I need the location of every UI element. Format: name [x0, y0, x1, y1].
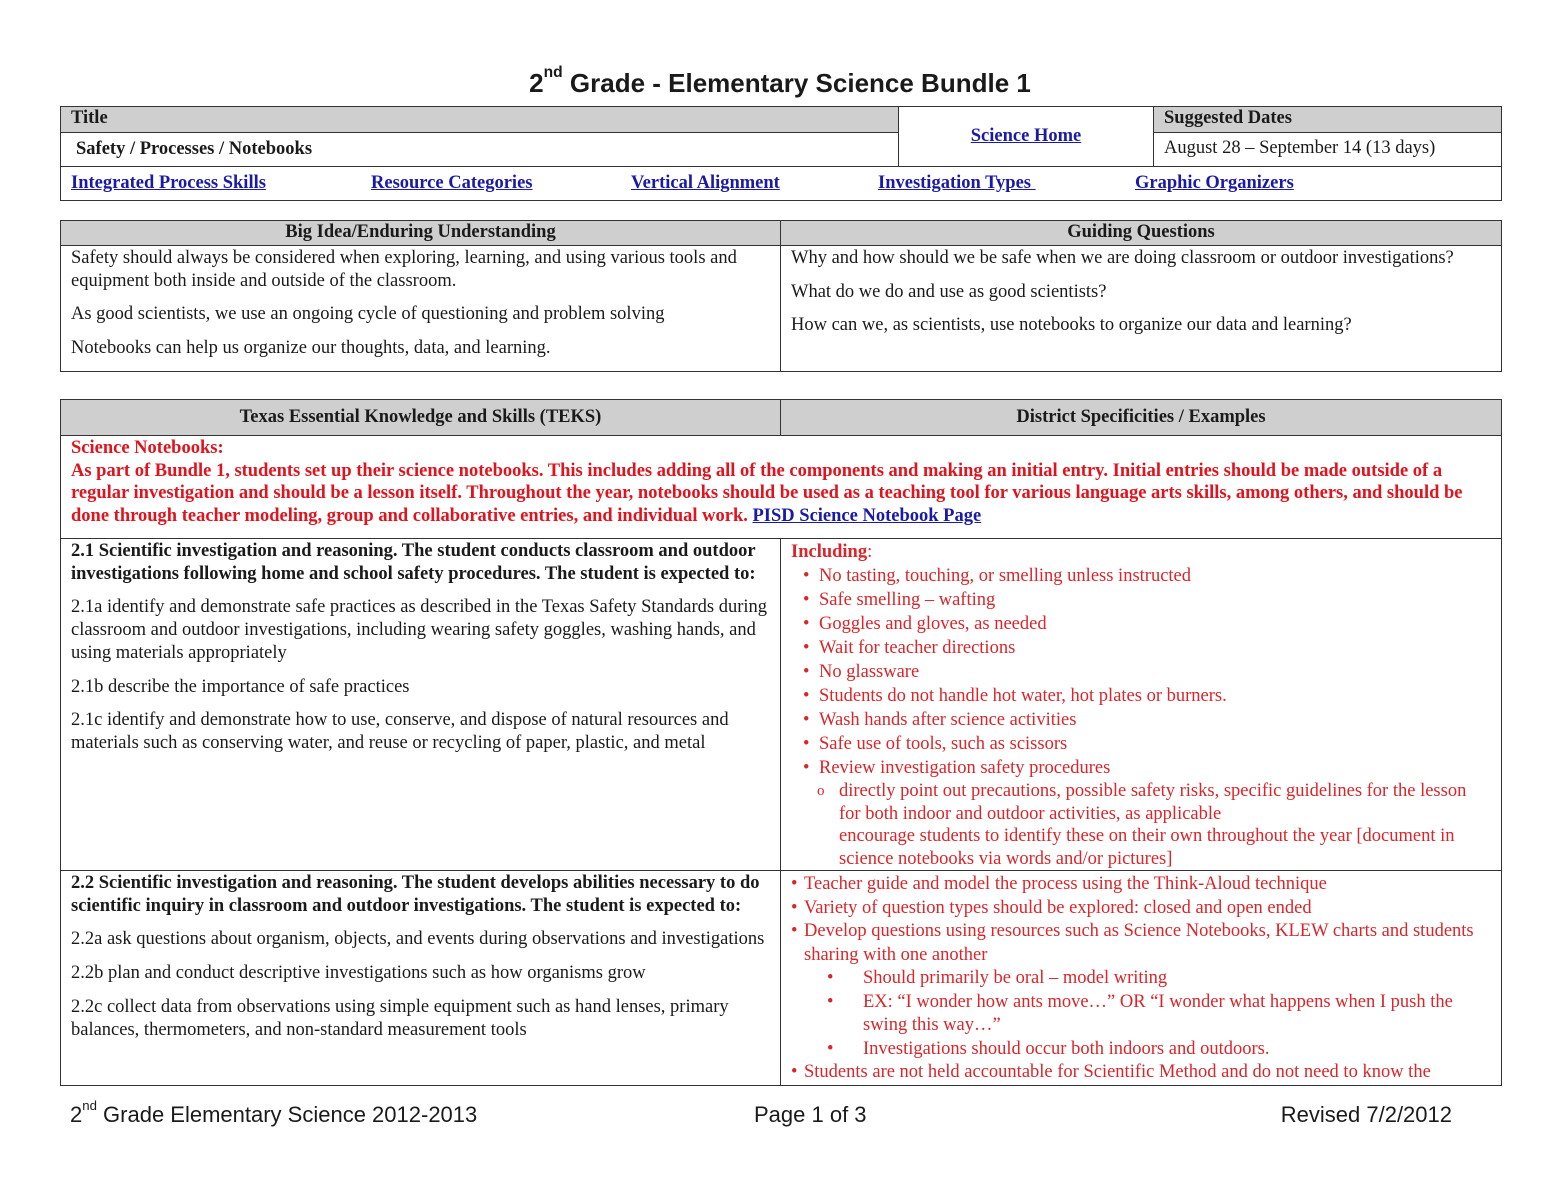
teks-item: 2.2c collect data from observations using simple equipment such as hand lenses, primary balances, thermometers, and non-standard measurement tools [71, 996, 729, 1040]
page-title: 2nd Grade - Elementary Science Bundle 1 [529, 64, 1031, 98]
including-label: Including [791, 542, 868, 562]
info-table [60, 106, 1502, 201]
inquiry-bullet: • Teacher guide and model the process using the Think-Aloud technique [791, 873, 1491, 897]
safety-bullet: • Wait for teacher directions [791, 636, 1491, 660]
district-header: District Specificities / Examples [781, 400, 1502, 436]
safety-bullet: • Wash hands after science activities [791, 708, 1491, 732]
science-home-link[interactable]: Science Home [970, 126, 1082, 147]
big-idea-item: As good scientists, we use an ongoing cycle of questioning and problem solving [71, 304, 665, 325]
big-idea-item: Notebooks can help us organize our thoughts, data, and learning. [71, 338, 551, 359]
guiding-question: What do we do and use as good scientists? [791, 281, 1107, 302]
guiding-question: Why and how should we be safe when we are doing classroom or outdoor investigations? [791, 248, 1454, 268]
title-value: Safety / Processes / Notebooks [61, 133, 899, 167]
title-label: Title [61, 107, 899, 133]
safety-bullet: • No glassware [791, 660, 1491, 684]
big-idea-item: Safety should always be considered when exploring, learning, and using various tools and equipment both inside and outside of the classroom. [71, 248, 737, 291]
link-vertical-alignment[interactable]: Vertical Alignment [631, 173, 780, 193]
inquiry-sub-bullet: • Investigations should occur both indoors and outdoors. [791, 1038, 1491, 1062]
inquiry-sub-bullet: • EX: “I wonder how ants move…” OR “I wonder what happens when I push the swing this way…” [791, 991, 1491, 1038]
link-graphic-organizers[interactable]: Graphic Organizers [1135, 173, 1294, 193]
teks-item: 2.2a ask questions about organism, objects, and events during observations and investigations [71, 929, 765, 950]
footer-page-number: Page 1 of 3 [754, 1102, 867, 1127]
guiding-questions-header: Guiding Questions [781, 221, 1502, 246]
teks-header: Texas Essential Knowledge and Skills (TEKS) [61, 400, 781, 436]
safety-sub-bullet: o directly point out precautions, possible safety risks, specific guidelines for the lesson for both indoor and outdoor activities, as applicable [791, 780, 1491, 825]
inquiry-sub-bullet: • Should primarily be oral – model writing [791, 967, 1491, 991]
footer-revised-date: Revised 7/2/2012 [1280, 1102, 1452, 1127]
big-idea-header: Big Idea/Enduring Understanding [61, 221, 781, 246]
teks-item: 2.1c identify and demonstrate how to use, conserve, and dispose of natural resources and materials such as conserving water, and reuse or recycling of paper, plastic, and metal [71, 710, 729, 753]
link-resource-categories[interactable]: Resource Categories [371, 173, 533, 193]
big-idea-table [60, 220, 1502, 372]
teks-item: 2.1a identify and demonstrate safe practices as described in the Texas Safety Standards during classroom and outdoor investigations, including wearing safety goggles, washing hands, and using materials appropriately [71, 597, 767, 663]
teks-2-2-heading: 2.2 Scientific investigation and reasoning. The student develops abilities necessary to do scientific inquiry in classroom and outdoor investigations. The student is expected to: [71, 873, 760, 916]
inquiry-bullet: • Develop questions using resources such as Science Notebooks, KLEW charts and students sharing with one another [791, 920, 1491, 967]
link-integrated-process-skills[interactable]: Integrated Process Skills [71, 173, 266, 193]
safety-bullet: • Safe smelling – wafting [791, 588, 1491, 612]
footer-left: 2nd Grade Elementary Science 2012-2013 [70, 1098, 478, 1127]
safety-bullet: • No tasting, touching, or smelling unless instructed [791, 564, 1491, 588]
safety-bullet: • Review investigation safety procedures [791, 756, 1491, 780]
teks-table: Texas Essential Knowledge and Skills (TEKS) District Specificities / Examples Science Notebooks: As part of Bundle 1, students set up their science notebooks. This includes adding all of the components and making an initial entry. Initial entries should be made outside of a regular investigation and should be a lesson itself. Throughout the year, notebooks should be used as a teaching tool for various language arts skills, among others, and should be done through teacher modeling, group and collaborative entries, and individual work. PISD Science Notebook Page 2.1 Scientific investigation and reasoning. The student conducts classroom and outdoor investigations following home and school safety procedures. The student is expected to: 2.1a identify and demonstrate safe practices as described in the Texas Safety Standards during classroom and outdoor investigations, including wearing safety goggles, washing hands, and using materials appropriately 2.1b describe the importance of safe practices 2.1c identify and demonstrate how to use, conserve, and dispose of natural resources and materials such as conserving water, and reuse or recycling of paper, plastic, and metal Including: • No tasting, touching, or smelling unless instructed • Safe smelling – wafting • Goggles and gloves, as needed • Wait for teacher directions • No glassware • Students do not handle hot water, hot plates or burners. • Wash hands after science activities • Safe use of tools, such as scissors • Review investigation safety procedures o directly point out precautions, possible safety risks, specific guidelines for the lesson for both indoor and outdoor activities, as applicable encourage students to identify these on their own throughout the year [document in science notebooks via words and/or pictures] 2.2 Scientific investigation and reasoning. The student develops abilities necessary to do scientific inquiry in classroom and outdoor investigations. The student is expected to: 2.2a ask questions about organism, objects, and events during observations and investigations 2.2b plan and conduct descriptive investigations such as how organisms grow 2.2c collect data from observations using simple equipment such as hand lenses, primary balances, thermometers, and non-standard measurement tools • Teacher guide and model the process using the Think-Aloud technique • Variety of question types should be explored: closed and open ended • Develop questions using resources such as Science Notebooks, KLEW charts and students sharing with one another • Should primarily be oral – model writing • EX: “I wonder how ants move…” OR “I wonder what happens when I push the swing this way…” • Investigations should occur both indoors and outdoors. • Students are not held accountable for Scientific Method and do not need to know the [60, 399, 1502, 1086]
notebooks-text: As part of Bundle 1, students set up their science notebooks. This includes adding all of the components and making an initial entry. Initial entries should be made outside of a regular investigation and should be a lesson itself. Throughout the year, notebooks should be used as a teaching tool for various language arts skills, among others, and should be done through teacher modeling, group and collaborative entries, and individual work. [71, 460, 1463, 527]
guiding-question: How can we, as scientists, use notebooks to organize our data and learning? [791, 315, 1352, 336]
teks-item: 2.1b describe the importance of safe practices [71, 676, 410, 697]
teks-item: 2.2b plan and conduct descriptive investigations such as how organisms grow [71, 963, 646, 984]
inquiry-bullet: • Students are not held accountable for Scientific Method and do not need to know the [791, 1061, 1491, 1085]
link-investigation-types[interactable]: Investigation Types [878, 173, 1036, 193]
safety-sub-text: encourage students to identify these on their own throughout the year [document in science notebooks via words and/or pictures] [839, 826, 1455, 869]
safety-bullet: • Students do not handle hot water, hot plates or burners. [791, 684, 1491, 708]
safety-bullet: • Safe use of tools, such as scissors [791, 732, 1491, 756]
inquiry-bullet: • Variety of question types should be explored: closed and open ended [791, 897, 1491, 921]
teks-2-1-heading: 2.1 Scientific investigation and reasoning. The student conducts classroom and outdoor investigations following home and school safety procedures. The student is expected to: [71, 541, 756, 584]
pisd-notebook-link[interactable]: PISD Science Notebook Page [752, 506, 982, 527]
safety-bullet: • Goggles and gloves, as needed [791, 612, 1491, 636]
dates-value: August 28 – September 14 (13 days) [1154, 133, 1502, 167]
notebooks-title: Science Notebooks: [71, 438, 224, 458]
dates-label: Suggested Dates [1154, 107, 1502, 133]
